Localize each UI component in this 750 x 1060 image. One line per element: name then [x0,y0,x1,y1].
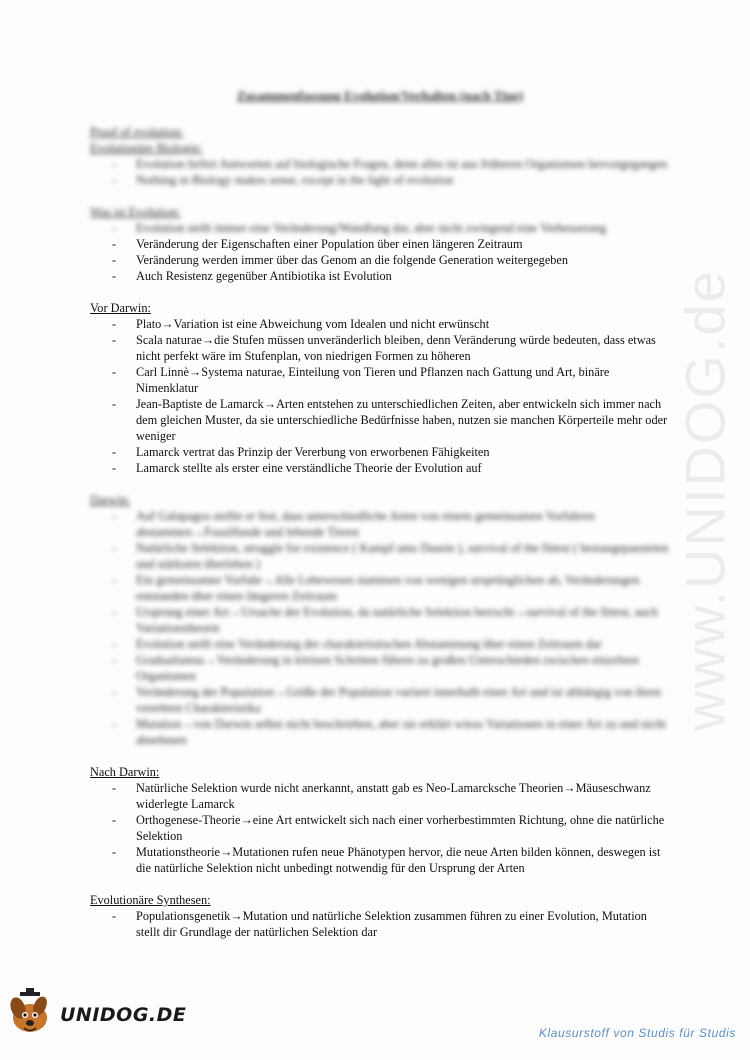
list-item: - Veränderung der Population→Größe der Population variiert innerhalb einer Art und ist abhängig von ihren vererbten Charakteristika [90,684,670,716]
list-item: - Ein gemeinsamer Vorfahr→Alle Lebewesen stammen von wenigen ursprünglichen ab, Veränderungen entstanden über einen längeren Zeitraum [90,572,670,604]
list-item: - Plato→Variation ist eine Abweichung vom Idealen und nicht erwünscht [90,316,670,332]
list-item: - Ursprung einer Art→Ursache der Evolution, da natürliche Selektion herrscht→survival of the fittest, auch Variationstheorie [90,604,670,636]
section-darwin [90,492,670,748]
list-item: - Evolution stellt eine Veränderung der charakteristischen Abstammung über einen Zeitraum dar [90,636,670,652]
list-item: - Lamarck stellte als erster eine verständliche Theorie der Evolution auf [90,460,670,476]
list-item: - Auch Resistenz gegenüber Antibiotika ist Evolution [90,268,670,284]
list-item: - Carl Linnè→Systema naturae, Einteilung von Tieren und Pflanzen nach Gattung und Art, binäre Nimenklatur [90,364,670,396]
section-heading: Nach Darwin: [90,765,160,779]
section-nach-darwin [90,764,670,876]
list-item: - Auf Galapagos stellte er fest, dass unterschiedliche Arten von einem gemeinsamen Vorfahren abstammen→Fossilfunde und lebende Tieren [90,508,670,540]
list-item: - Natürliche Selektion wurde nicht anerkannt, anstatt gab es Neo-Lamarcksche Theorien→Mäuseschwanz widerlegte Lamarck [90,780,670,812]
dog-mascot-icon [4,986,64,1042]
section-proof-of-evolution [90,124,670,188]
list-item: - Veränderung werden immer über das Genom an die folgende Generation weitergegeben [90,252,670,268]
list-item: - Veränderung der Eigenschaften einer Population über einen längeren Zeitraum [90,236,670,252]
list-item: - Evolution stellt immer eine Veränderung/Wandlung dar, aber nicht zwingend eine Verbesserung [90,220,670,236]
section-heading: Proof of evolution: [90,125,184,139]
logo-text: UNIDOG.DE [60,1004,187,1026]
list-item: - Populationsgenetik→Mutation und natürliche Selektion zusammen führen zu einer Evolution, Mutation stellt dir Grundlage der natürlichen Selektion dar [90,908,670,940]
footer-slogan: Klausurstoff von Studis für Studis [538,1026,736,1040]
bullet-list [90,220,670,284]
list-item: - Orthogenese-Theorie→eine Art entwickelt sich nach einer vorherbestimmten Richtung, ohne die natürliche Selektion [90,812,670,844]
list-item: - Mutationstheorie→Mutationen rufen neue Phänotypen hervor, die neue Arten bilden können, deswegen ist die natürliche Selektion nicht unbedingt notwendig für den Ursprung der Arten [90,844,670,876]
list-item: - Gradualismus→Veränderung in kleinen Schritten führen zu großen Unterschieden zwischen einzelnen Organismen [90,652,670,684]
bullet-list [90,316,670,476]
list-item: - Scala naturae→die Stufen müssen unveränderlich bleiben, denn Veränderung würde bedeuten, dass etwas nicht perfekt wäre im Stufenplan, von niedrigen Formen zu höheren [90,332,670,364]
section-subheading: Evolutionäre Biologie: [90,141,203,155]
bullet-list [90,780,670,876]
bullet-list [90,156,670,188]
document-body [90,88,670,956]
section-vor-darwin [90,300,670,476]
list-item: - Natürliche Selektion, struggle for existence ( Kampf ums Dasein ), survival of the fittest ( bestangepassteten und stärksten überleben ) [90,540,670,572]
section-heading: Darwin: [90,493,131,507]
section-heading: Was ist Evolution: [90,205,181,219]
list-item: - Jean-Baptiste de Lamarck→Arten entstehen zu unterschiedlichen Zeiten, aber entwickeln sich immer nach dem gleichen Muster, da sie unterschiedliche Bedürfnisse haben, nutzen sie manchen Körperteile mehr oder weniger [90,396,670,444]
bullet-list [90,908,670,940]
bullet-list [90,508,670,748]
list-item: - Evolution liefert Antworten auf biologische Fragen, denn alles ist aus früheren Organismen hervorgegangen [90,156,670,172]
section-evolutionaere-synthesen [90,892,670,940]
section-heading: Evolutionäre Synthesen: [90,893,211,907]
document-title: Zusammenfassung Evolution/Verhalten (nach Tine) [236,88,524,103]
watermark: www.UNIDOG.de [673,269,737,731]
unidog-logo[interactable] [4,986,187,1042]
section-was-ist-evolution [90,204,670,284]
list-item: - Mutation→von Darwin selbst nicht beschrieben, aber sie erklärt wieso Variationen in einer Art zu und nicht abnehmen [90,716,670,748]
list-item: - Lamarck vertrat das Prinzip der Vererbung von erworbenen Fähigkeiten [90,444,670,460]
section-heading: Vor Darwin: [90,301,151,315]
list-item: - Nothing in Biology makes sense, except in the light of evolution [90,172,670,188]
